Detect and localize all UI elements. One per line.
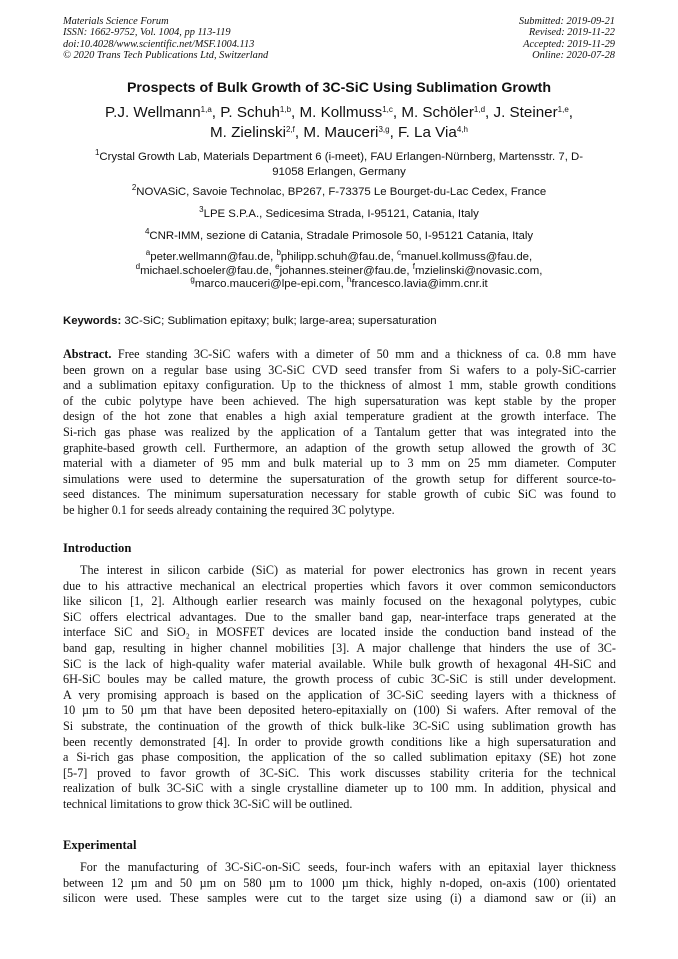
email-link[interactable]: mzielinski@novasic.com, xyxy=(414,264,543,277)
abstract-line: be higher 0.1 for seeds already containing the required 3C polytype. xyxy=(63,502,395,517)
paper-title: Prospects of Bulk Growth of 3C-SiC Using Sublimation Growth xyxy=(126,80,552,96)
abstract-line: design of the hot zone that enables a high axial temperature gradient at the growth interface. The xyxy=(63,409,616,424)
affiliation-sup: 1 xyxy=(94,148,100,157)
abstract-section xyxy=(63,347,616,519)
author-separator: , xyxy=(211,104,221,121)
author-separator: , xyxy=(294,124,304,141)
email-sup: b xyxy=(276,248,281,257)
submission-dates xyxy=(519,16,615,62)
abstract-line: seed distances. The minimum supersaturation necessary for stable growth of cubic SiC was found to xyxy=(63,487,616,502)
date-accepted: Accepted: 2019-11-29 xyxy=(523,38,615,50)
affiliation-sup: 3 xyxy=(199,205,204,214)
intro-line: band gap, resulting in higher channel mobilities [3]. A major challenge that hinders the use of 3C- xyxy=(63,640,616,655)
intro-line: 6H-SiC boules may be called mature, the growth process of cubic 3C-SiC is still under development. xyxy=(63,672,616,687)
experimental-line: For the manufacturing of 3C-SiC-on-SiC seeds, four-inch wafers with an epitaxial layer thickness xyxy=(80,860,616,874)
email-link[interactable]: marco.mauceri@lpe-epi.com, xyxy=(194,278,347,290)
email-sup: e xyxy=(275,261,280,271)
intro-line: 10 µm to 50 µm that have been deposited hetero-epitaxially on (100) Si wafers. After removal of the xyxy=(63,703,616,718)
author-sup: 1,c xyxy=(382,105,393,114)
affiliation-text: CNR-IMM, sezione di Catania, Stradale Primosole 50, I-95121 Catania, Italy xyxy=(149,230,534,242)
experimental-section xyxy=(63,860,616,907)
journal-doi: doi:10.4028/www.scientific.net/MSF.1004.113 xyxy=(63,38,255,50)
date-revised: Revised: 2019-11-22 xyxy=(528,27,615,39)
journal-info xyxy=(63,16,268,62)
author-list xyxy=(60,103,618,143)
affiliation-text: LPE S.P.A., Sedicesima Strada, I-95121, Catania, Italy xyxy=(203,208,479,220)
author-sup: 2,f xyxy=(285,125,295,134)
abstract-line: Free standing 3C-SiC wafers with a dimeter of 50 mm and a thickness of ca. 0.8 mm have xyxy=(111,347,616,361)
author-line-2 xyxy=(60,123,618,143)
abstract-line: of the cubic polytype have been achieved. The high supersaturation was kept stable by the proper xyxy=(63,393,616,408)
email-link[interactable]: manuel.kollmuss@fau.de, xyxy=(400,251,533,263)
author-name: F. La Via xyxy=(398,124,457,141)
intro-line: like silicon [1, 2]. Although earlier research was mainly focused on the hexagonal polytypes, cubic xyxy=(63,594,616,609)
author-sup: 3,g xyxy=(378,125,390,134)
affiliation-sup: 2 xyxy=(131,183,137,192)
intro-line: interface SiC and SiO₂ in MOSFET devices are located inside the conduction band instead of the xyxy=(63,625,616,640)
affiliation-3 xyxy=(60,207,618,222)
intro-line: Si substrate, the continuation of the growth of thick bulk-like 3C-SiC using sublimation growth has xyxy=(63,718,616,733)
email-link[interactable]: francesco.lavia@imm.cnr.it xyxy=(351,278,488,290)
intro-line: [5-7] proved to favor growth of 3C-SiC. This work discusses stability criteria for the technical xyxy=(63,765,616,780)
author-name: P. Schuh xyxy=(220,104,280,121)
author-name: M. Zielinski xyxy=(210,124,286,141)
affiliation-2 xyxy=(60,185,618,200)
email-link[interactable]: johannes.steiner@fau.de, xyxy=(279,264,413,277)
email-link[interactable]: peter.wellmann@fau.de, xyxy=(150,251,277,263)
date-online: Online: 2020-07-28 xyxy=(532,50,615,62)
abstract-line: simulations were used to determine the supersaturation of the growth setup for different source-to- xyxy=(63,471,616,486)
intro-line: realization of bulk 3C-SiC with a single crystalline diameter up to 100 mm. In addition, physical and xyxy=(63,781,616,796)
email-list xyxy=(60,248,618,292)
date-submitted: Submitted: 2019-09-21 xyxy=(518,16,615,27)
introduction-heading: Introduction xyxy=(63,541,132,555)
author-name: M. Schöler xyxy=(401,104,474,121)
email-sup: a xyxy=(145,248,151,257)
author-sup: 1,b xyxy=(279,105,292,114)
author-line-1 xyxy=(60,103,618,123)
experimental-heading: Experimental xyxy=(63,838,137,852)
author-separator: , xyxy=(568,104,574,121)
abstract-line: material with a diameter of 95 mm and bulk material up to 3 mm on 25 mm diameter. Computer xyxy=(63,456,616,471)
author-separator: , xyxy=(392,104,402,121)
email-sup: g xyxy=(190,275,195,284)
intro-line: a Si-rich gas phase composition, the application of the so called sublimation epitaxy (SE) hot zone xyxy=(63,750,616,765)
abstract-label: Abstract. xyxy=(63,347,112,361)
affiliation-text: Crystal Growth Lab, Materials Department 6 (i-meet), FAU Erlangen-Nürnberg, Martensstr. 7, D- xyxy=(99,151,584,163)
email-link[interactable]: michael.schoeler@fau.de, xyxy=(140,264,276,277)
email-sup: c xyxy=(396,248,401,257)
author-sup: 4,h xyxy=(456,125,468,134)
keywords-text: 3C-SiC; Sublimation epitaxy; bulk; large-area; supersaturation xyxy=(124,315,437,327)
author-name: M. Kollmuss xyxy=(299,104,383,121)
abstract-line: graphite-based growth cell. Furthermore, an adaption of the growth setup allowed the growth of 3C xyxy=(63,440,616,455)
author-sup: 1,e xyxy=(557,105,569,114)
author-sup: 1,a xyxy=(200,105,212,114)
author-name: M. Mauceri xyxy=(303,124,379,141)
author-name: J. Steiner xyxy=(493,104,558,121)
affiliation-text: 91058 Erlangen, Germany xyxy=(272,166,406,178)
affiliation-4 xyxy=(60,229,618,244)
email-link[interactable]: philipp.schuh@fau.de, xyxy=(280,251,397,263)
email-sup: h xyxy=(346,275,352,284)
introduction-section xyxy=(63,563,616,813)
experimental-line: between 12 µm and 50 µm on 580 µm to 1000 µm thick, highly n-doped, on-axis (100) orientated xyxy=(63,875,616,890)
journal-copyright: © 2020 Trans Tech Publications Ltd, Switzerland xyxy=(63,50,269,62)
abstract-line: Si-rich gas phase was realized by the application of a Tantalum getter that was integrated into the xyxy=(63,424,616,439)
journal-issn: ISSN: 1662-9752, Vol. 1004, pp 113-119 xyxy=(63,27,231,39)
intro-line: The interest in silicon carbide (SiC) as material for power electronics has grown in recent years xyxy=(80,563,616,577)
affiliation-sup: 4 xyxy=(144,227,150,236)
author-sup: 1,d xyxy=(473,105,486,114)
journal-name: Materials Science Forum xyxy=(63,16,169,27)
keywords-label: Keywords: xyxy=(63,315,122,327)
author-separator: , xyxy=(389,124,399,141)
intro-line: due to his attractive mechanical an electrical properties which favors it over common semiconductors xyxy=(63,578,616,593)
author-separator: , xyxy=(291,104,300,121)
email-sup: d xyxy=(135,261,141,271)
intro-line: technical limitations to grow thick 3C-SiC will be outlined. xyxy=(63,796,353,811)
intro-line: been recently demonstrated [4]. In order to provide growth conditions like a high supersaturation and xyxy=(63,734,616,749)
intro-line: A very promising approach is based on the application of 3C-SiC seeding layers with a thickness of xyxy=(63,687,616,702)
intro-line: SiC offers electrical advantages. Due to the smaller band gap, near-interface traps generated at the xyxy=(63,609,616,624)
author-name: P.J. Wellmann xyxy=(104,104,201,121)
experimental-line: silicon were used. These samples were cut to the target size using (i) a diamond saw or (ii) an xyxy=(63,891,616,906)
affiliation-text: NOVASiC, Savoie Technolac, BP267, F-73375 Le Bourget-du-Lac Cedex, France xyxy=(136,186,547,198)
email-sup: f xyxy=(412,261,415,271)
abstract-line: and a sublimation epitaxy configuration. Up to the thickness of almost 1 mm, stable growth conditions xyxy=(63,378,616,393)
affiliation-1 xyxy=(60,150,618,180)
author-separator: , xyxy=(485,104,494,121)
abstract-line: been grown on a regular base using 3C-SiC CVD seed transfer from Si wafers to a poly-SiC-carrier xyxy=(63,362,616,377)
keywords-line xyxy=(63,315,437,327)
intro-line: SiC is the lack of high-quality wafer material available. While bulk growth of hexagonal 4H-SiC and xyxy=(63,656,616,671)
